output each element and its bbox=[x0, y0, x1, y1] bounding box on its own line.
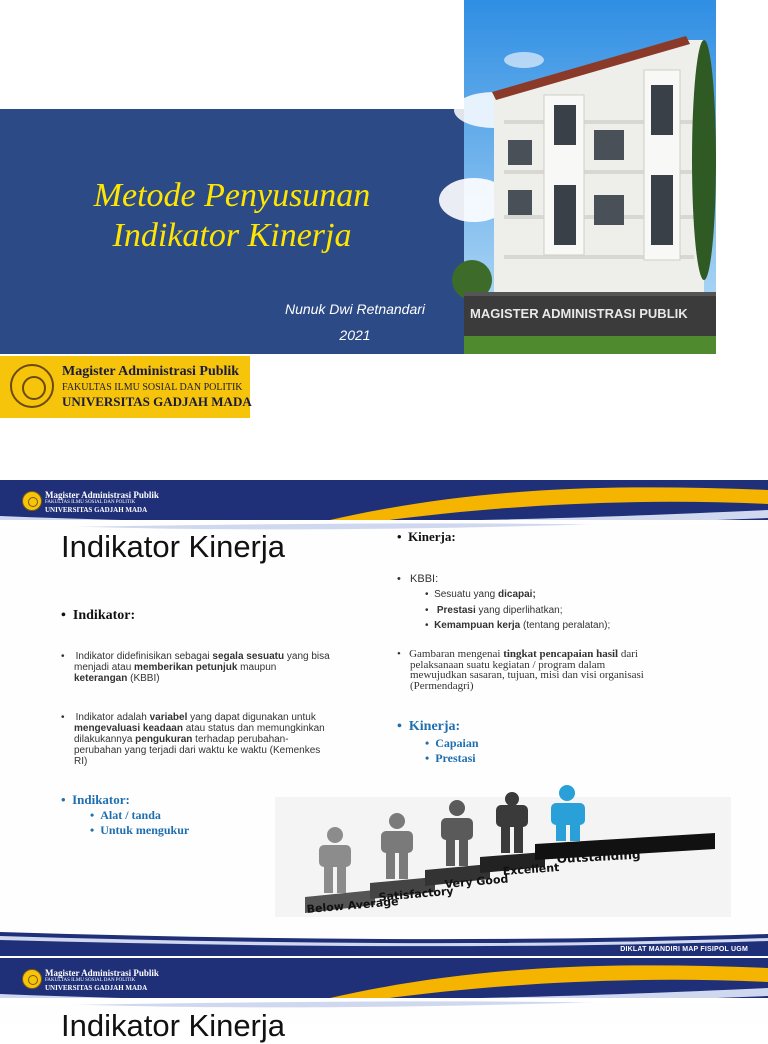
kinerja-sub-1: • Capaian bbox=[425, 736, 479, 750]
def1-bold: memberikan petunjuk bbox=[134, 662, 238, 673]
logo-faculty: FAKULTAS ILMU SOSIAL DAN POLITIK bbox=[62, 382, 243, 393]
def2-text: atau status dan memungkinkan bbox=[182, 723, 325, 734]
author-block bbox=[250, 296, 460, 348]
permendagri-text: (Permendagri) bbox=[410, 679, 474, 692]
header-seal-icon bbox=[22, 969, 42, 989]
header-seal-icon bbox=[22, 491, 42, 511]
title-line-1: Metode Penyusunan bbox=[93, 177, 371, 214]
def1-text: Indikator didefinisikan sebagai bbox=[75, 651, 213, 662]
def2-text: yang dapat digunakan untuk bbox=[187, 712, 316, 723]
kbbi-item-bold: dicapai; bbox=[498, 589, 536, 600]
def2-text: terhadap perubahan- bbox=[192, 734, 289, 745]
label-excellent: Excellent bbox=[502, 861, 560, 878]
building-sign-text: MAGISTER ADMINISTRASI PUBLIK bbox=[470, 306, 688, 321]
def2-bold: variabel bbox=[149, 712, 188, 723]
indikator-sub-1: • Alat / tanda bbox=[90, 808, 161, 822]
header-logo-university: UNIVERSITAS GADJAH MADA bbox=[45, 984, 148, 992]
header-logo-faculty: FAKULTAS ILMU SOSIAL DAN POLITIK bbox=[45, 500, 136, 505]
title-line-2: Indikator Kinerja bbox=[112, 217, 352, 254]
footer-caption: DIKLAT MANDIRI MAP FISIPOL UGM bbox=[620, 946, 748, 953]
def2-bold: pengukuran bbox=[135, 734, 193, 745]
university-logo bbox=[0, 356, 250, 418]
label-satisfactory: Satisfactory bbox=[378, 884, 455, 904]
header-logo-program: Magister Administrasi Publik bbox=[45, 968, 159, 978]
logo-program-name: Magister Administrasi Publik bbox=[62, 364, 240, 379]
kbbi-item-3: • Kemampuan kerja (tentang peralatan); bbox=[425, 620, 611, 631]
indikator-heading-text: Indikator: bbox=[72, 608, 136, 623]
label-very-good: Very Good bbox=[444, 872, 509, 891]
kinerja-definition-permendagri: • Gambaran mengenai tingkat pencapaian hasil dari pelaksanaan suatu kegiatan / program dalam mewujudkan sasaran, tujuan, misi dan visi organisasi (Permendagri) bbox=[397, 648, 644, 692]
kinerja-summary-heading: Kinerja: bbox=[408, 719, 461, 734]
kbbi-item-text: yang diperlihatkan; bbox=[475, 605, 563, 616]
def1-bold: segala sesuatu bbox=[212, 651, 285, 662]
kbbi-item-bold: Kemampuan kerja bbox=[434, 620, 521, 631]
indikator-definition-1: • Indikator didefinisikan sebagai segala sesuatu yang bisa menjadi atau memberikan petunjuk maupun keterangan (KBBI) bbox=[61, 651, 330, 684]
header-logo-program: Magister Administrasi Publik bbox=[45, 490, 159, 500]
permendagri-text: dari bbox=[618, 648, 638, 660]
def1-text: maupun bbox=[237, 662, 277, 673]
permendagri-text: mewujudkan sasaran, tujuan, misi dan visi organisasi bbox=[410, 669, 644, 681]
kbbi-heading: • KBBI: bbox=[397, 573, 439, 585]
ugm-seal-icon bbox=[10, 364, 54, 408]
permendagri-text: pelaksanaan suatu kegiatan / program dalam bbox=[410, 658, 606, 671]
author-name: Nunuk Dwi Retnandari bbox=[284, 301, 426, 317]
presentation-year: 2021 bbox=[339, 327, 371, 343]
def1-text: (KBBI) bbox=[127, 673, 160, 684]
indikator-summary: • Indikator: bbox=[61, 792, 130, 807]
def2-text: dilakukannya bbox=[74, 734, 136, 745]
content-slide bbox=[0, 480, 768, 956]
indikator-sub-2-text: Untuk mengukur bbox=[100, 823, 190, 837]
title-slide bbox=[0, 0, 768, 470]
permendagri-text: Gambaran mengenai bbox=[409, 648, 504, 660]
kbbi-item-2: • Prestasi yang diperlihatkan; bbox=[425, 605, 563, 616]
label-below-average: Below Average bbox=[306, 895, 400, 916]
indikator-sub-2: • Untuk mengukur bbox=[90, 823, 190, 837]
header-logo-university: UNIVERSITAS GADJAH MADA bbox=[45, 506, 148, 514]
kbbi-item-bold: Prestasi bbox=[436, 605, 476, 616]
label-outstanding: Outstanding bbox=[556, 847, 641, 866]
kbbi-item-text: (tentang peralatan); bbox=[520, 620, 611, 631]
def1-text: yang bisa bbox=[284, 651, 330, 662]
kbbi-heading-text: KBBI: bbox=[410, 573, 439, 585]
def2-text: Indikator adalah bbox=[75, 712, 150, 723]
indikator-heading: • Indikator: bbox=[61, 608, 136, 623]
def2-text: RI) bbox=[74, 756, 88, 767]
kinerja-sub-2-text: Prestasi bbox=[435, 751, 476, 765]
def2-bold: mengevaluasi keadaan bbox=[74, 723, 183, 734]
logo-university: UNIVERSITAS GADJAH MADA bbox=[62, 394, 252, 409]
def2-text: perubahan yang terjadi dari waktu ke waktu (Kemenkes bbox=[74, 745, 321, 756]
kinerja-summary: • Kinerja: bbox=[397, 719, 461, 734]
def1-text: menjadi atau bbox=[74, 662, 135, 673]
kbbi-item-text: Sesuatu yang bbox=[434, 589, 498, 600]
indikator-summary-heading: Indikator: bbox=[72, 792, 130, 807]
def1-bold: keterangan bbox=[74, 673, 128, 684]
permendagri-bold: tingkat pencapaian hasil bbox=[503, 648, 619, 660]
performance-stairs-illustration bbox=[275, 797, 731, 917]
header-logo-faculty: FAKULTAS ILMU SOSIAL DAN POLITIK bbox=[45, 978, 136, 983]
indikator-sub-1-text: Alat / tanda bbox=[100, 808, 161, 822]
next-slide-partial bbox=[0, 958, 768, 1043]
slide-title: Indikator Kinerja bbox=[61, 1008, 286, 1043]
slide-title: Indikator Kinerja bbox=[61, 529, 286, 564]
kbbi-item-1: • Sesuatu yang dicapai; bbox=[425, 589, 536, 600]
kinerja-sub-1-text: Capaian bbox=[435, 736, 479, 750]
presentation-title bbox=[20, 176, 444, 256]
building-photo bbox=[464, 0, 716, 354]
indikator-definition-2: • Indikator adalah variabel yang dapat digunakan untuk mengevaluasi keadaan atau status dan memungkinkan dilakukannya pengukuran terhadap perubahan- perubahan yang terjadi dari waktu ke waktu (Kemenkes RI) bbox=[61, 712, 325, 767]
kinerja-sub-2: • Prestasi bbox=[425, 751, 476, 765]
kinerja-heading-text: Kinerja: bbox=[408, 529, 456, 544]
kinerja-heading: • Kinerja: bbox=[397, 529, 456, 544]
